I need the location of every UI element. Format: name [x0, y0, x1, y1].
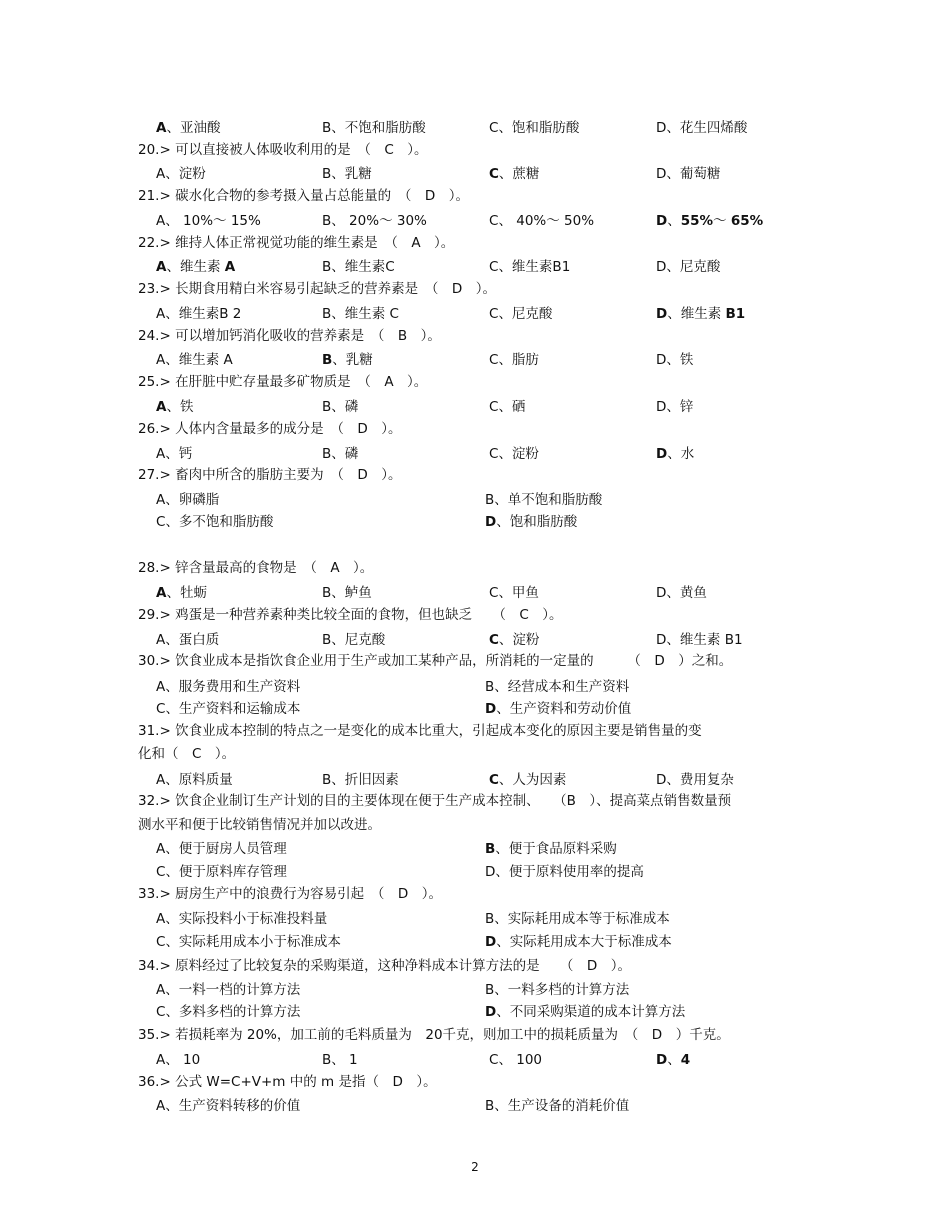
option-b — [322, 397, 358, 417]
option-a — [156, 490, 219, 510]
option-row — [0, 1002, 950, 1022]
option-row — [0, 397, 950, 417]
option-letter: C — [489, 213, 499, 229]
option-text: 、 10%～ 15% — [165, 213, 261, 229]
option-text: 、卵磷脂 — [165, 492, 220, 508]
option-letter: B — [322, 213, 332, 229]
option-letter: D — [485, 514, 497, 530]
option-letter: C — [489, 1052, 499, 1068]
option-letter: A — [156, 306, 166, 322]
option-row — [0, 630, 950, 650]
option-text: 、淀粉 — [165, 166, 206, 182]
option-text: 、生产资料和劳动价值 — [496, 701, 632, 717]
option-d — [485, 699, 631, 719]
option-letter: C — [489, 446, 499, 462]
option-letter: D — [656, 213, 668, 229]
option-text: 、 100 — [498, 1052, 542, 1068]
option-c — [156, 862, 287, 882]
option-letter: D — [656, 585, 667, 601]
option-row — [0, 164, 950, 184]
option-letter: D — [656, 1052, 668, 1068]
option-row — [0, 1096, 950, 1116]
option-text: 、服务费用和生产资料 — [165, 679, 301, 695]
option-a — [156, 677, 300, 697]
option-letter: D — [656, 632, 667, 648]
option-letter: B — [322, 306, 332, 322]
option-text: 、鲈鱼 — [331, 585, 372, 601]
option-letter: B — [485, 679, 495, 695]
option-c — [489, 444, 539, 464]
option-d — [656, 583, 707, 603]
option-letter: B — [322, 120, 332, 136]
option-letter: C — [489, 120, 499, 136]
option-text: 、磷 — [331, 399, 359, 415]
option-d — [656, 397, 693, 417]
option-b — [322, 164, 372, 184]
option-text: 、不同采购渠道的成本计算方法 — [496, 1004, 686, 1020]
option-text: 、淀粉 — [498, 446, 539, 462]
option-c — [156, 699, 300, 719]
option-c — [489, 164, 539, 184]
option-text: 、维生素 A — [166, 259, 236, 275]
option-text: 、实际耗用成本等于标准成本 — [494, 911, 670, 927]
option-a — [156, 630, 219, 650]
option-text: 、牡蛎 — [166, 585, 207, 601]
option-text: 、折旧因素 — [331, 772, 399, 788]
option-letter: A — [156, 772, 166, 788]
option-letter: B — [322, 259, 332, 275]
option-c — [489, 304, 552, 324]
option-letter: A — [156, 120, 167, 136]
option-b — [322, 630, 385, 650]
option-text: 、饱和脂肪酸 — [496, 514, 578, 530]
option-text: 、生产设备的消耗价值 — [494, 1098, 630, 1114]
option-letter: B — [485, 911, 495, 927]
option-a — [156, 211, 261, 231]
option-letter: D — [485, 701, 497, 717]
option-letter: A — [156, 492, 166, 508]
option-letter: C — [156, 1004, 166, 1020]
option-text: 、铁 — [166, 399, 194, 415]
option-c — [156, 512, 273, 532]
option-text: 、原料质量 — [165, 772, 233, 788]
option-letter: B — [485, 841, 496, 857]
option-text: 、维生素 C — [331, 306, 399, 322]
option-letter: B — [485, 1098, 495, 1114]
option-row — [0, 350, 950, 370]
option-d — [485, 512, 577, 532]
option-b — [322, 304, 399, 324]
question-text: 25.> 在肝脏中贮存量最多矿物质是 （ A ）。 — [138, 374, 428, 390]
option-d — [656, 350, 693, 370]
option-row — [0, 839, 950, 859]
option-d — [656, 164, 720, 184]
option-c — [489, 257, 570, 277]
option-text: 、黄鱼 — [666, 585, 707, 601]
option-row — [0, 1050, 950, 1070]
option-letter: D — [656, 120, 667, 136]
option-letter: C — [156, 514, 166, 530]
option-row — [0, 118, 950, 138]
option-a — [156, 909, 327, 929]
option-row — [0, 677, 950, 697]
option-letter: A — [156, 399, 167, 415]
question-text: 化和（ C ）。 — [138, 746, 236, 762]
option-letter: A — [156, 585, 167, 601]
option-letter: C — [489, 352, 499, 368]
option-row — [0, 490, 950, 510]
question-text: 23.> 长期食用精白米容易引起缺乏的营养素是 （ D ）。 — [138, 281, 496, 297]
option-letter: C — [156, 934, 166, 950]
option-d — [485, 862, 644, 882]
option-b — [485, 839, 617, 859]
option-letter: B — [322, 446, 332, 462]
option-text: 、生产资料和运输成本 — [165, 701, 301, 717]
option-letter: A — [156, 841, 166, 857]
option-text: 、55%～ 65% — [667, 213, 764, 229]
option-text: 、实际耗用成本大于标准成本 — [496, 934, 672, 950]
option-text: 、磷 — [331, 446, 359, 462]
option-text: 、脂肪 — [498, 352, 539, 368]
option-letter: D — [485, 864, 496, 880]
option-text: 、单不饱和脂肪酸 — [494, 492, 603, 508]
option-row — [0, 980, 950, 1000]
option-letter: B — [322, 632, 332, 648]
option-text: 、花生四烯酸 — [666, 120, 748, 136]
option-letter: B — [322, 399, 332, 415]
option-text: 、便于食品原料采购 — [495, 841, 617, 857]
option-letter: C — [489, 306, 499, 322]
option-b — [485, 909, 670, 929]
option-text: 、亚油酸 — [166, 120, 221, 136]
option-letter: B — [485, 982, 495, 998]
question-text: 21.> 碳水化合物的参考摄入量占总能量的 （ D ）。 — [138, 188, 469, 204]
option-text: 、人为因素 — [498, 772, 567, 788]
option-c — [489, 350, 539, 370]
option-c — [489, 583, 539, 603]
option-d — [656, 444, 694, 464]
option-d — [656, 304, 745, 324]
option-letter: B — [322, 1052, 332, 1068]
option-b — [322, 350, 373, 370]
option-text: 、尼克酸 — [498, 306, 553, 322]
option-text: 、蔗糖 — [498, 166, 540, 182]
option-text: 、便于原料使用率的提高 — [495, 864, 644, 880]
question-text: 32.> 饮食企业制订生产计划的目的主要体现在便于生产成本控制、 （B ）、提高菜点销售数量预 — [138, 793, 732, 809]
option-b — [322, 1050, 358, 1070]
option-row — [0, 699, 950, 719]
question-text: 35.> 若损耗率为 20%，加工前的毛料质量为 20千克，则加工中的损耗质量为 （ D ）千克。 — [138, 1027, 730, 1043]
question-text: 测水平和便于比较销售情况并加以改进。 — [138, 817, 381, 833]
option-a — [156, 397, 193, 417]
option-letter: C — [156, 701, 166, 717]
option-b — [322, 583, 372, 603]
option-letter: A — [156, 259, 167, 275]
option-letter: A — [156, 166, 166, 182]
option-text: 、锌 — [666, 399, 694, 415]
option-text: 、多不饱和脂肪酸 — [165, 514, 274, 530]
option-text: 、维生素B 2 — [165, 306, 242, 322]
option-letter: D — [485, 934, 497, 950]
question-text: 22.> 维持人体正常视觉功能的维生素是 （ A ）。 — [138, 235, 455, 251]
option-text: 、乳糖 — [332, 352, 373, 368]
option-text: 、 20%～ 30% — [331, 213, 427, 229]
option-b — [322, 257, 395, 277]
option-d — [656, 118, 747, 138]
option-a — [156, 164, 206, 184]
option-text: 、一料多档的计算方法 — [494, 982, 630, 998]
option-row — [0, 909, 950, 929]
question-text: 34.> 原料经过了比较复杂的采购渠道，这种净料成本计算方法的是 （ D ）。 — [138, 958, 631, 974]
question-text: 31.> 饮食业成本控制的特点之一是变化的成本比重大，引起成本变化的原因主要是销售量的变 — [138, 723, 702, 739]
option-text: 、水 — [667, 446, 695, 462]
option-a — [156, 350, 233, 370]
option-letter: A — [156, 679, 166, 695]
option-letter: A — [156, 982, 166, 998]
option-row — [0, 257, 950, 277]
option-text: 、实际耗用成本小于标准成本 — [165, 934, 341, 950]
option-a — [156, 444, 192, 464]
option-letter: C — [489, 166, 499, 182]
option-c — [489, 630, 539, 650]
option-a — [156, 839, 287, 859]
option-text: 、 1 — [331, 1052, 358, 1068]
option-a — [156, 257, 235, 277]
question-text: 24.> 可以增加钙消化吸收的营养素是 （ B ）。 — [138, 328, 441, 344]
question-text: 30.> 饮食业成本是指饮食企业用于生产或加工某种产品，所消耗的一定量的 （ D ）之和。 — [138, 653, 733, 669]
option-d — [656, 211, 763, 231]
option-row — [0, 583, 950, 603]
question-text: 28.> 锌含量最高的食物是 （ A ）。 — [138, 560, 374, 576]
option-b — [485, 677, 629, 697]
option-text: 、尼克酸 — [666, 259, 721, 275]
option-letter: C — [489, 259, 499, 275]
option-text: 、一料一档的计算方法 — [165, 982, 301, 998]
option-text: 、蛋白质 — [165, 632, 220, 648]
option-letter: B — [322, 352, 333, 368]
question-text: 27.> 畜肉中所含的脂肪主要为 （ D ）。 — [138, 467, 402, 483]
option-text: 、便于原料库存管理 — [165, 864, 287, 880]
option-text: 、4 — [667, 1052, 691, 1068]
option-text: 、乳糖 — [331, 166, 372, 182]
option-text: 、便于厨房人员管理 — [165, 841, 287, 857]
option-row — [0, 512, 950, 532]
option-letter: D — [656, 352, 667, 368]
option-text: 、维生素 B1 — [666, 632, 743, 648]
option-letter: D — [656, 259, 667, 275]
option-row — [0, 862, 950, 882]
option-c — [489, 1050, 542, 1070]
option-b — [322, 770, 399, 790]
option-letter: C — [156, 864, 166, 880]
question-text: 26.> 人体内含量最多的成分是 （ D ）。 — [138, 421, 402, 437]
option-text: 、饱和脂肪酸 — [498, 120, 580, 136]
question-text: 36.> 公式 W=C+V+m 中的 m 是指（ D ）。 — [138, 1074, 437, 1090]
option-a — [156, 980, 300, 1000]
option-text: 、费用复杂 — [666, 772, 734, 788]
option-c — [156, 1002, 300, 1022]
option-letter: A — [156, 632, 166, 648]
option-row — [0, 932, 950, 952]
option-letter: D — [656, 446, 668, 462]
option-text: 、实际投料小于标准投料量 — [165, 911, 328, 927]
option-d — [656, 1050, 690, 1070]
option-text: 、钙 — [165, 446, 193, 462]
option-letter: B — [322, 772, 332, 788]
question-text: 33.> 厨房生产中的浪费行为容易引起 （ D ）。 — [138, 886, 442, 902]
option-letter: A — [156, 1098, 166, 1114]
option-letter: C — [489, 772, 499, 788]
option-d — [656, 630, 743, 650]
question-text: 20.> 可以直接被人体吸收利用的是 （ C ）。 — [138, 142, 428, 158]
option-d — [656, 257, 720, 277]
page-number: 2 — [471, 1160, 479, 1174]
option-text: 、多料多档的计算方法 — [165, 1004, 301, 1020]
option-a — [156, 118, 220, 138]
option-row — [0, 304, 950, 324]
option-c — [156, 932, 341, 952]
option-a — [156, 304, 241, 324]
option-text: 、尼克酸 — [331, 632, 386, 648]
option-letter: C — [489, 632, 499, 648]
option-row — [0, 770, 950, 790]
option-letter: C — [489, 399, 499, 415]
option-text: 、经营成本和生产资料 — [494, 679, 630, 695]
option-c — [489, 770, 566, 790]
option-c — [489, 118, 579, 138]
option-letter: C — [489, 585, 499, 601]
option-d — [656, 770, 734, 790]
question-text: 29.> 鸡蛋是一种营养素种类比较全面的食物，但也缺乏 （ C ）。 — [138, 607, 563, 623]
option-text: 、维生素 B1 — [667, 306, 746, 322]
option-letter: A — [156, 911, 166, 927]
option-letter: D — [485, 1004, 497, 1020]
option-b — [485, 1096, 629, 1116]
option-letter: A — [156, 446, 166, 462]
option-row — [0, 211, 950, 231]
option-c — [489, 211, 594, 231]
option-letter: A — [156, 213, 166, 229]
option-text: 、生产资料转移的价值 — [165, 1098, 301, 1114]
option-text: 、维生素 A — [165, 352, 233, 368]
option-a — [156, 770, 233, 790]
option-b — [322, 118, 426, 138]
option-d — [485, 932, 672, 952]
option-letter: D — [656, 772, 667, 788]
option-letter: A — [156, 1052, 166, 1068]
option-text: 、甲鱼 — [498, 585, 539, 601]
option-letter: A — [156, 352, 166, 368]
option-c — [489, 397, 525, 417]
option-a — [156, 1096, 300, 1116]
option-b — [322, 211, 427, 231]
option-text: 、淀粉 — [498, 632, 540, 648]
option-text: 、维生素C — [331, 259, 395, 275]
option-d — [485, 1002, 685, 1022]
option-a — [156, 1050, 200, 1070]
option-text: 、 10 — [165, 1052, 201, 1068]
option-letter: D — [656, 399, 667, 415]
option-text: 、维生素B1 — [498, 259, 571, 275]
option-letter: B — [485, 492, 495, 508]
option-b — [485, 490, 602, 510]
option-b — [322, 444, 358, 464]
option-letter: B — [322, 166, 332, 182]
option-text: 、铁 — [666, 352, 694, 368]
option-text: 、硒 — [498, 399, 526, 415]
option-text: 、葡萄糖 — [666, 166, 721, 182]
option-letter: B — [322, 585, 332, 601]
option-letter: D — [656, 166, 667, 182]
option-b — [485, 980, 629, 1000]
option-row — [0, 444, 950, 464]
option-text: 、不饱和脂肪酸 — [331, 120, 426, 136]
option-letter: D — [656, 306, 668, 322]
option-text: 、 40%～ 50% — [498, 213, 595, 229]
option-a — [156, 583, 207, 603]
